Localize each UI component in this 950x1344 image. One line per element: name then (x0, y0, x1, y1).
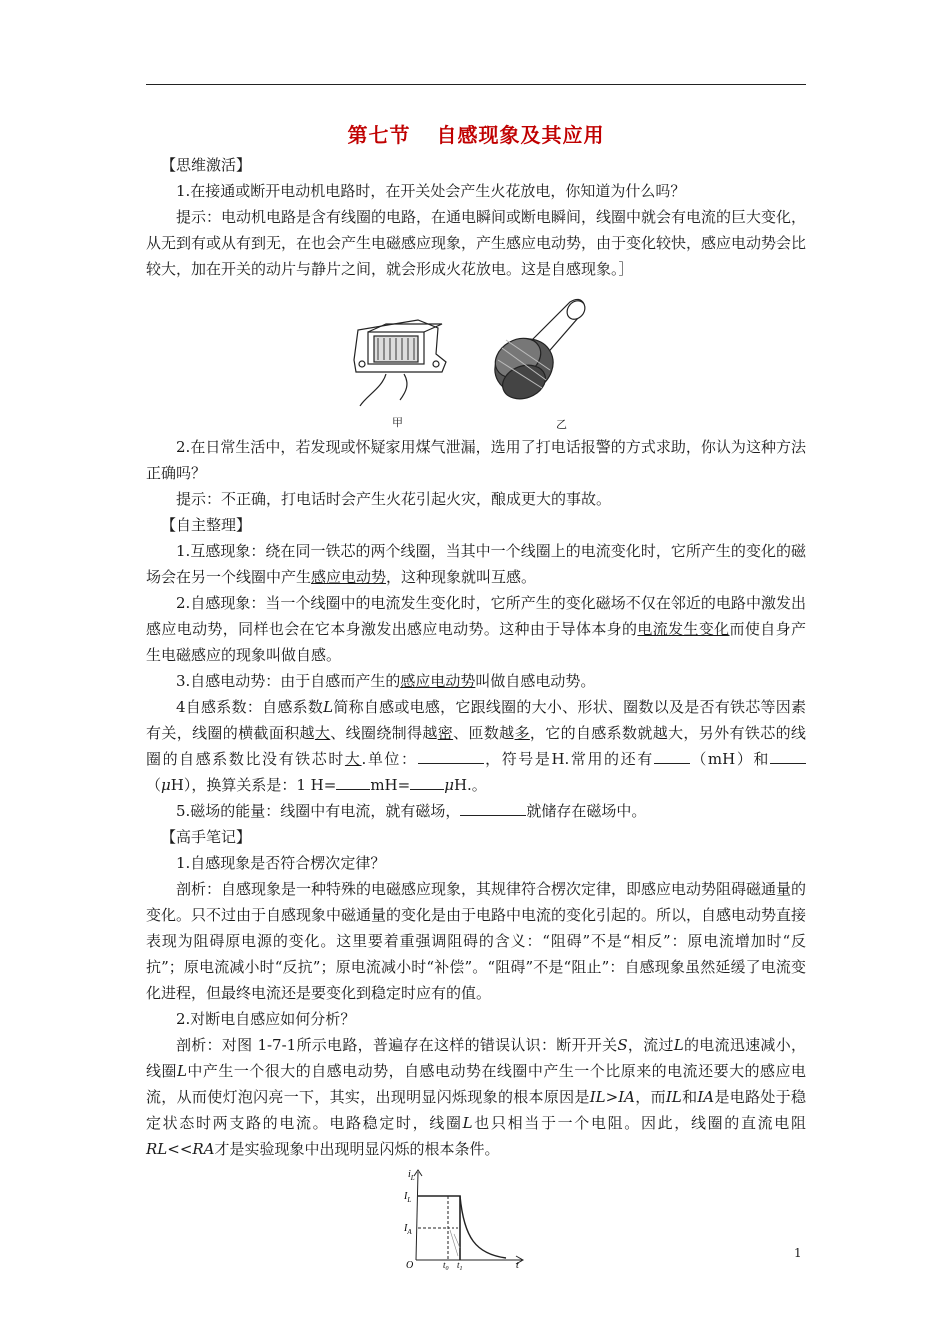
blank-energy[interactable] (460, 801, 526, 816)
page-title (146, 118, 806, 152)
figure-label-a: 甲 (392, 416, 403, 429)
svg-text:IA: $I_A$ (404, 1223, 412, 1236)
blank-mh-to-uh[interactable] (410, 775, 444, 790)
header-rule (146, 84, 806, 85)
blank-h-to-mh[interactable] (336, 775, 370, 790)
svg-text:t1: $t_1$ (457, 1260, 463, 1272)
question-2: 2.在日常生活中，若发现或怀疑家用煤气泄漏，选用了打电话报警的方式求助，你认为这种方法正确吗？ (146, 438, 806, 482)
notes-answer-1: 剖析：自感现象是一种特殊的电磁感应现象，其规律符合楞次定律，即感应电动势阻碍磁通量的变化。只不过由于自感现象中磁通量的变化是由于电路中电流的变化引起的。所以，自感电动势直接表现为阻碍原电源的变化。这里要着重强调阻碍的含义：“阻碍”不是“相反”：原电流增加时“反抗”；原电流减小时“反抗”；原电流减小时“补偿”。“阻碍”不是“阻止”：自感现象虽然延缓了电流变化进程，但最终电流还是要变化到稳定时应有的值。 (146, 880, 807, 1002)
section-heading-activation: 【思维激活】 (161, 156, 252, 174)
item-inductance: 4自感系数：自感系数L简称自感或电感，它跟线圈的大小、形状、圈数以及是否有铁芯等因素有关，线圈的横截面积越大、线圈绕制得越密、匝数越多，它的自感系数就越大，另外有铁芯的线圈的自感系数比没有铁芯时大.单位： ，符号是H.常用的还有 （mH）和（μH），换算关系是：1 H= mH= μH.。 (146, 698, 806, 794)
section-heading-notes: 【高手笔记】 (161, 828, 252, 846)
svg-text:t0: $t_0$ (443, 1260, 449, 1272)
figure-transformer-and-switch (146, 288, 806, 431)
item-magnetic-energy: 5.磁场的能量：线圈中有电流，就有磁场， 就储存在磁场中。 (176, 802, 647, 820)
graph-y-axis (416, 1172, 418, 1260)
svg-text:O: O (406, 1260, 414, 1271)
title-section-number: 第七节 (347, 123, 411, 147)
item-self-induction: 2.自感现象：当一个线圈中的电流发生变化时，它所产生的变化磁场不仅在邻近的电路中激发出感应电动势，同样也会在它本身激发出感应电动势。这种由于导体本身的电流发生变化而使自身产生电磁感应的现象叫做自感。 (146, 594, 806, 664)
svg-text:IL: $I_L$ (404, 1191, 412, 1204)
notes-answer-2: 剖析：对图 1-7-1所示电路，普遍存在这样的错误认识：断开开关S，流过L的电流迅速减小，线圈L中产生一个很大的自感电动势，自感电动势在线圈中产生一个比原来的电流还要大的感应电流，从而使灯泡闪亮一下，其实，出现明显闪烁现象的根本原因是IL>IA，而IL和IA是电路处于稳定状态时两支路的电流。电路稳定时，线圈L也只相当于一个电阻。因此，线圈的直流电阻RL<<RA才是实验现象中出现明显闪烁的根本条件。 (146, 1036, 806, 1158)
title-text: 自感现象及其应用 (436, 123, 605, 147)
notes-question-2: 2.对断电自感应如何分析？ (176, 1010, 356, 1028)
answer-2: 提示：不正确，打电话时会产生火花引起火灾，酿成更大的事故。 (176, 490, 612, 508)
svg-text:iL: $i_L$ (408, 1169, 415, 1182)
blank-mh[interactable] (654, 749, 690, 764)
item-self-induced-emf: 3.自感电动势：由于自感而产生的感应电动势叫做自感电动势。 (176, 672, 596, 690)
figure-current-decay-graph (146, 1168, 806, 1272)
current-graph (146, 1168, 806, 1272)
section-heading-self-study: 【自主整理】 (161, 516, 252, 534)
blank-unit[interactable] (418, 749, 484, 764)
answer-1: 提示：电动机电路是含有线圈的电路，在通电瞬间或断电瞬间，线圈中就会有电流的巨大变化，从无到有或从有到无，在也会产生电磁感应现象，产生感应电动势，由于变化较快，感应电动势会比较大，加在开关的动片与静片之间，就会形成火花放电。这是自感现象。］ (146, 208, 807, 278)
notes-question-1: 1.自感现象是否符合楞次定律？ (176, 854, 386, 872)
question-1: 1.在接通或断开电动机电路时，在开关处会产生火花放电，你知道为什么吗？ (176, 182, 686, 200)
item-mutual-induction: 1.互感现象：绕在同一铁芯的两个线圈，当其中一个线圈上的电流变化时，它所产生的变化的磁场会在另一个线圈中产生感应电动势，这种现象就叫互感。 (146, 542, 806, 586)
figure-label-b: 乙 (556, 418, 567, 431)
page-number: 1 (794, 1246, 802, 1260)
blank-uh[interactable] (770, 749, 806, 764)
page-content (146, 118, 807, 1272)
figure-illustration (146, 288, 806, 426)
graph-decay-curve (460, 1196, 506, 1258)
svg-text:t: t (516, 1260, 519, 1271)
